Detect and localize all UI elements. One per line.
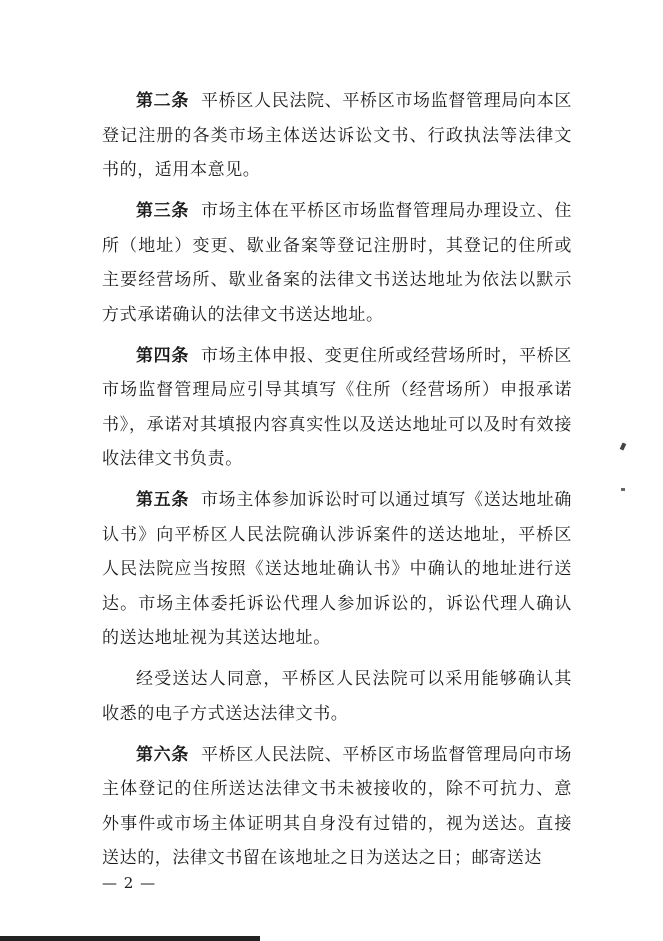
- article-heading: 第二条: [136, 91, 190, 111]
- paragraph-text: 平桥区人民法院、平桥区市场监督管理局向市场主体登记的住所送达法律文书未被接收的，除不可抗力、意外事件或市场主体证明其自身没有过错的，视为送达。直接送达的，法律文书留在该地址之日为送达之日；邮寄送达: [102, 744, 572, 868]
- paragraph-text: 经受送达人同意，平桥区人民法院可以采用能够确认其收悉的电子方式送达法律文书。: [102, 669, 572, 724]
- document-body: [102, 84, 572, 882]
- article-heading: 第五条: [136, 490, 190, 510]
- paragraph-text: 平桥区人民法院、平桥区市场监督管理局向本区登记注册的各类市场主体送达诉讼文书、行政执法等法律文书的，适用本意见。: [102, 91, 572, 180]
- scan-edge-bar: [0, 936, 260, 941]
- article-heading: 第四条: [136, 345, 190, 366]
- paragraph-text: 市场主体参加诉讼时可以通过填写《送达地址确认书》向平桥区人民法院确认涉诉案件的送达地址，平桥区人民法院应当按照《送达地址确认书》中确认的地址进行送达。市场主体委托诉讼代理人参加诉讼的，诉讼代理人确认的送达地址视为其送达地址。: [102, 490, 572, 648]
- paragraph-article-4: [102, 339, 572, 477]
- article-heading: 第三条: [136, 201, 190, 221]
- page-number: — 2 —: [102, 874, 157, 892]
- paragraph-article-5: [102, 483, 572, 656]
- paragraph-article-6: [102, 738, 572, 876]
- paragraph-text: 市场主体申报、变更住所或经营场所时，平桥区市场监督管理局应引导其填写《住所（经营场所）申报承诺书》，承诺对其填报内容真实性以及送达地址可以及时有效接收法律文书负责。: [102, 345, 572, 469]
- margin-mark: [621, 488, 625, 491]
- paragraph-article-3: [102, 194, 572, 332]
- paragraph-text: 市场主体在平桥区市场监督管理局办理设立、住所（地址）变更、歇业备案等登记注册时，其登记的住所或主要经营场所、歇业备案的法律文书送达地址为依法以默示方式承诺确认的法律文书送达地址。: [102, 201, 572, 325]
- paragraph-article-5-continued: [102, 662, 572, 731]
- margin-mark: [620, 442, 627, 450]
- paragraph-article-2: [102, 84, 572, 188]
- article-heading: 第六条: [136, 744, 190, 765]
